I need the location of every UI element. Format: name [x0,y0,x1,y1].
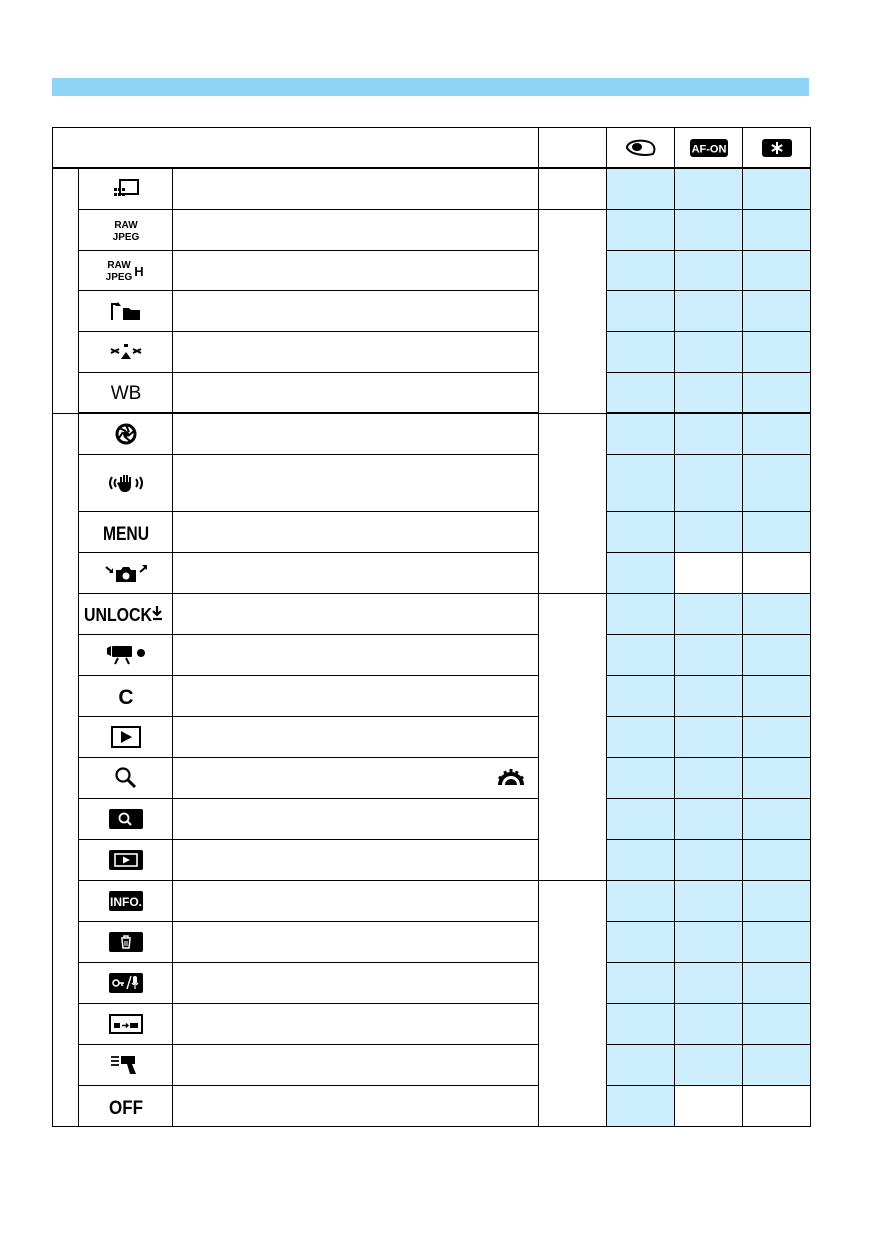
icon-cell [79,454,173,511]
table-row [53,413,811,454]
shutter-cell [607,1044,675,1085]
ae-lock-cell [743,757,811,798]
icon-cell [79,168,173,209]
af-on-cell [675,1085,743,1126]
icon-cell [79,1085,173,1126]
description-cell [173,511,539,552]
table-row [53,921,811,962]
shutter-cell [607,168,675,209]
shutter-cell [607,331,675,372]
camera-rotate-icon [104,562,148,584]
af-on-cell [675,675,743,716]
description-cell [173,168,539,209]
ae-lock-cell [743,962,811,1003]
description-cell [173,921,539,962]
ae-lock-cell [743,290,811,331]
description-cell [173,962,539,1003]
ae-lock-cell [743,1003,811,1044]
af-on-button-icon [689,138,729,158]
flash-icon [109,1053,143,1077]
icon-cell [79,250,173,290]
table-row [53,552,811,593]
description-cell [173,675,539,716]
description-cell [173,290,539,331]
svg-text:MENU: MENU [102,523,149,545]
table-row [53,757,811,798]
description-cell [173,1003,539,1044]
icon-cell [79,413,173,454]
description-cell [173,880,539,921]
description-cell [173,634,539,675]
icon-cell [79,1003,173,1044]
icon-cell [79,552,173,593]
shutter-cell [607,413,675,454]
svg-text:WB: WB [110,383,141,405]
description-cell [173,209,539,250]
table-row [53,716,811,757]
ae-lock-cell [743,593,811,634]
column-header-category [539,128,607,169]
af-on-cell [675,716,743,757]
af-on-cell [675,880,743,921]
icon-cell [79,798,173,839]
af-on-cell [675,511,743,552]
icon-cell [79,372,173,413]
table-row [53,675,811,716]
svg-text:RAW: RAW [113,219,138,231]
shutter-cell [607,798,675,839]
description-cell [173,1044,539,1085]
section-header-bar [52,78,809,96]
af-on-cell [675,331,743,372]
ae-lock-star-icon [761,138,793,158]
shutter-cell [607,209,675,250]
ae-lock-cell [743,331,811,372]
ae-lock-cell [743,454,811,511]
icon-cell [79,593,173,634]
svg-text:UNLOCK: UNLOCK [83,604,152,625]
table-row [53,1044,811,1085]
ae-lock-cell [743,209,811,250]
description-cell [173,413,539,454]
shutter-button-icon [623,137,659,159]
description-cell [173,454,539,511]
movie-record-icon [104,643,148,667]
icon-cell [79,839,173,880]
ae-lock-cell [743,1085,811,1126]
ae-lock-cell [743,511,811,552]
shutter-cell [607,962,675,1003]
af-on-cell [675,552,743,593]
picture-style-icon [109,341,143,363]
description-cell [173,716,539,757]
description-cell [173,839,539,880]
ae-lock-cell [743,921,811,962]
svg-text:JPEG: JPEG [105,272,132,283]
raw-jpeg-h-icon [106,257,146,283]
ae-lock-cell [743,168,811,209]
af-on-cell [675,1044,743,1085]
icon-cell [79,962,173,1003]
icon-cell [79,209,173,250]
category-cell [539,880,607,1126]
ae-lock-cell [743,675,811,716]
af-on-cell [675,290,743,331]
shutter-cell [607,716,675,757]
table-row [53,1085,811,1126]
table-row [53,839,811,880]
svg-text:C: C [117,685,134,709]
svg-text:INFO.: INFO. [109,894,142,909]
category-cell [539,209,607,413]
svg-text:RAW: RAW [106,260,131,271]
ae-lock-cell [743,880,811,921]
table-row [53,511,811,552]
table-row [53,798,811,839]
svg-text:H: H [133,264,144,279]
protect-voice-memo-icon [108,972,144,994]
shutter-cell [607,250,675,290]
icon-cell [79,921,173,962]
table-row [53,209,811,250]
shutter-cell [607,1085,675,1126]
playback-button-icon [108,849,144,871]
table-row [53,454,811,511]
icon-cell [79,1044,173,1085]
af-on-cell [675,757,743,798]
group-label-cell [53,413,79,1126]
shutter-cell [607,372,675,413]
icon-cell [79,716,173,757]
menu-icon [100,520,152,544]
icon-cell [79,331,173,372]
ae-lock-cell [743,798,811,839]
shutter-cell [607,290,675,331]
table-header-row [53,128,811,169]
description-cell [173,1085,539,1126]
custom-mode-icon [116,684,136,708]
shutter-cell [607,593,675,634]
icon-cell [79,675,173,716]
ae-lock-cell [743,372,811,413]
table-row [53,372,811,413]
table-row [53,1003,811,1044]
shutter-cell [607,1003,675,1044]
description-cell [173,798,539,839]
category-cell [539,168,607,209]
shutter-cell [607,757,675,798]
shutter-cell [607,839,675,880]
af-on-cell [675,168,743,209]
white-balance-icon [106,380,146,404]
af-on-cell [675,962,743,1003]
info-button-icon [108,890,144,912]
multi-function-icon [108,1013,144,1035]
af-on-cell [675,413,743,454]
icon-cell [79,634,173,675]
description-cell [173,593,539,634]
svg-text:AF-ON: AF-ON [691,143,726,155]
magnify-button-icon [108,808,144,830]
unlock-icon [83,602,169,626]
off-icon [106,1094,146,1118]
table-row [53,168,811,209]
category-cell [539,593,607,880]
description-cell [173,331,539,372]
ae-lock-cell [743,552,811,593]
ae-lock-cell [743,1044,811,1085]
icon-cell [79,511,173,552]
svg-text:OFF: OFF [108,1097,143,1119]
image-size-icon [112,178,140,200]
af-on-cell [675,1003,743,1044]
description-cell [173,372,539,413]
ae-lock-cell [743,413,811,454]
table-row [53,634,811,675]
aperture-icon [114,422,138,446]
af-on-cell [675,839,743,880]
magnify-icon [113,766,139,790]
ae-lock-cell [743,716,811,757]
shutter-cell [607,511,675,552]
svg-text:JPEG: JPEG [112,231,139,243]
table-row [53,593,811,634]
category-cell [539,413,607,593]
icon-cell [79,290,173,331]
shutter-cell [607,675,675,716]
af-on-cell [675,593,743,634]
column-header-shutter [607,128,675,169]
image-stabilizer-hand-icon [107,471,145,495]
playback-icon [110,725,142,749]
description-cell [173,757,539,798]
shutter-cell [607,454,675,511]
main-dial-icon [496,767,526,787]
af-on-cell [675,798,743,839]
function-assignment-table [52,127,811,1127]
af-on-cell [675,209,743,250]
shutter-cell [607,634,675,675]
af-on-cell [675,372,743,413]
table-row [53,962,811,1003]
icon-cell [79,757,173,798]
erase-button-icon [108,931,144,953]
column-header-ae-lock [743,128,811,169]
description-cell [173,552,539,593]
af-on-cell [675,250,743,290]
column-header-af-on [675,128,743,169]
column-header-function [53,128,539,169]
card-folder-icon [109,300,143,322]
ae-lock-cell [743,839,811,880]
shutter-cell [607,552,675,593]
ae-lock-cell [743,634,811,675]
group-label-cell [53,168,79,413]
icon-cell [79,880,173,921]
description-cell [173,250,539,290]
table-row [53,880,811,921]
raw-jpeg-icon [111,217,141,243]
table-row [53,290,811,331]
shutter-cell [607,880,675,921]
table-row [53,250,811,290]
af-on-cell [675,921,743,962]
table-row [53,331,811,372]
shutter-cell [607,921,675,962]
af-on-cell [675,454,743,511]
af-on-cell [675,634,743,675]
ae-lock-cell [743,250,811,290]
